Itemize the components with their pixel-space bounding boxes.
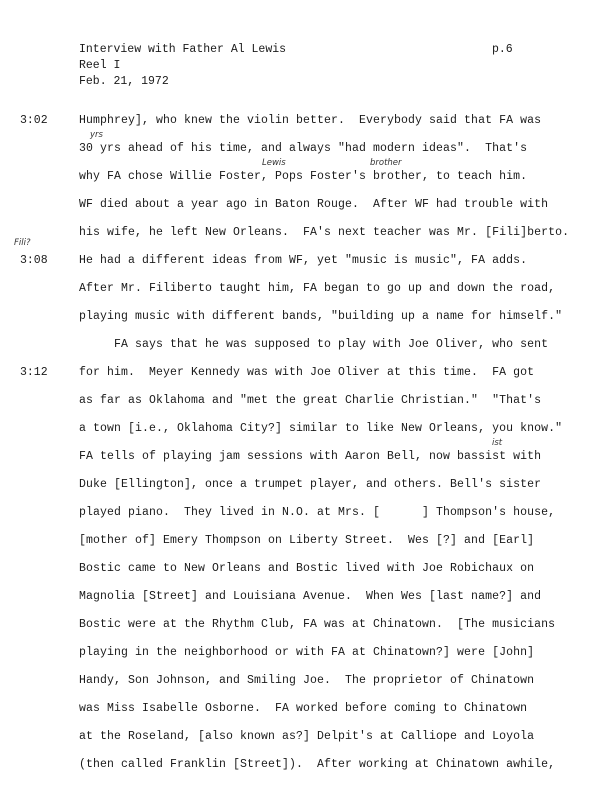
transcript-line: for him. Meyer Kennedy was with Joe Oliver at this time. FA got <box>79 366 535 379</box>
transcript-line: as far as Oklahoma and "met the great Charlie Christian." "That's <box>79 394 542 407</box>
transcript-line: WF died about a year ago in Baton Rouge. After WF had trouble with <box>79 198 549 211</box>
interview-title: Interview with Father Al Lewis <box>79 43 287 56</box>
transcript-line: (then called Franklin [Street]). After working at Chinatown awhile, <box>79 758 556 771</box>
transcript-line: FA tells of playing jam sessions with Aaron Bell, now bassist with <box>79 450 542 463</box>
handwritten-note: ist <box>492 438 503 448</box>
transcript-line: why FA chose Willie Foster, Pops Foster's brother, to teach him. <box>79 170 528 183</box>
transcript-line: He had a different ideas from WF, yet "music is music", FA adds. <box>79 254 528 267</box>
transcript-line: a town [i.e., Oklahoma City?] similar to like New Orleans, you know." <box>79 422 563 435</box>
transcript-line: Bostic were at the Rhythm Club, FA was at Chinatown. [The musicians <box>79 618 556 631</box>
transcript-line: Duke [Ellington], once a trumpet player, and others. Bell's sister <box>79 478 542 491</box>
transcript-line: 30 yrs ahead of his time, and always "had modern ideas". That's <box>79 142 528 155</box>
transcript-line: Humphrey], who knew the violin better. Everybody said that FA was <box>79 114 542 127</box>
transcript-line: played piano. They lived in N.O. at Mrs. [ ] Thompson's house, <box>79 506 556 519</box>
transcript-line: [mother of] Emery Thompson on Liberty Street. Wes [?] and [Earl] <box>79 534 535 547</box>
transcript-line: Bostic came to New Orleans and Bostic lived with Joe Robichaux on <box>79 562 535 575</box>
transcript-line: playing in the neighborhood or with FA at Chinatown?] were [John] <box>79 646 535 659</box>
transcript-line: his wife, he left New Orleans. FA's next teacher was Mr. [Fili]berto. <box>79 226 570 239</box>
handwritten-note: Lewis <box>262 158 286 168</box>
transcript-line: playing music with different bands, "building up a name for himself." <box>79 310 563 323</box>
timestamp: 3:02 <box>20 114 48 127</box>
transcript-line: FA says that he was supposed to play with Joe Oliver, who sent <box>79 338 549 351</box>
page-number: p.6 <box>492 43 513 56</box>
interview-date: Feb. 21, 1972 <box>79 75 169 88</box>
timestamp: 3:08 <box>20 254 48 267</box>
transcript-line: was Miss Isabelle Osborne. FA worked before coming to Chinatown <box>79 702 528 715</box>
handwritten-note: Fili? <box>14 238 31 248</box>
handwritten-note: yrs <box>90 130 103 140</box>
transcript-line: After Mr. Filiberto taught him, FA began to go up and down the road, <box>79 282 556 295</box>
handwritten-note: brother <box>370 158 402 168</box>
reel-label: Reel I <box>79 59 121 72</box>
transcript-line: Handy, Son Johnson, and Smiling Joe. The proprietor of Chinatown <box>79 674 535 687</box>
transcript-line: Magnolia [Street] and Louisiana Avenue. When Wes [last name?] and <box>79 590 542 603</box>
transcript-line: at the Roseland, [also known as?] Delpit's at Calliope and Loyola <box>79 730 535 743</box>
timestamp: 3:12 <box>20 366 48 379</box>
